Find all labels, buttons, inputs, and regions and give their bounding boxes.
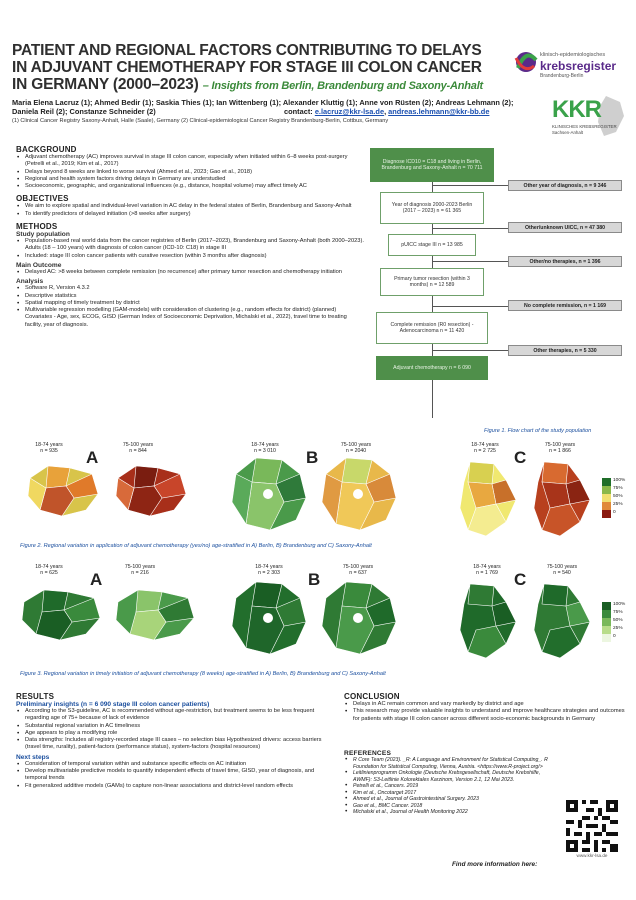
results-list <box>16 708 336 752</box>
fig2-legend-label: 25% <box>613 502 623 507</box>
methods-heading: METHODS <box>16 222 58 232</box>
fig3-legend-label: 50% <box>613 618 623 623</box>
references-list <box>344 757 550 816</box>
flow-exclusion-5: Other therapies, n = 5 330 <box>508 345 622 356</box>
conclusion-heading: CONCLUSION <box>344 692 400 701</box>
saxony-anhalt-shape-icon <box>598 96 624 136</box>
poster-title <box>12 42 500 95</box>
fig3-legend <box>602 602 630 642</box>
fig2-legend-label: 75% <box>613 486 623 491</box>
list-item: • Fit generalized additive models (GAMs) to capture non-linear associations and district-level random effects <box>16 783 336 790</box>
background-list <box>16 154 364 190</box>
figure3-caption: Figure 3. Regional variation in timely initiation of adjuvant chemotherapy (8 weeks) age-stratified in A) Berlin, B) Brandenburg and C) Saxony-Anhalt <box>20 671 386 677</box>
study-population-heading: Study population <box>16 231 70 239</box>
fig2-a-label-2: 75-100 years n = 844 <box>122 442 154 454</box>
contact-line: contact: e.lacruz@kkr-lsa.de, andreas.lehmann@kkr-bb.de <box>284 107 490 116</box>
list-item: • Software R, Version 4.3.2 <box>16 285 364 292</box>
left-column <box>16 145 364 329</box>
fig3-legend-label: 75% <box>613 610 623 615</box>
fig2-map-brandenburg-young <box>226 454 310 534</box>
fig3-map-berlin-old <box>110 584 200 646</box>
title-subtitle: – Insights from Berlin, Brandenburg and Saxony-Anhalt <box>202 80 484 92</box>
fig3-panel-letter-c: C <box>514 570 527 589</box>
logo2-text: KKR <box>552 96 601 123</box>
fig2-legend-label: 100% <box>613 478 626 483</box>
flow-box-5: Complete remission (R0 resection) - Adenocarcinoma n = 11 420 <box>376 312 488 344</box>
list-item: • Socioeconomic, geographic, and organizational influences (e.g., distance, hospital volume) may affect timely AC <box>16 183 364 190</box>
results-section <box>16 692 336 790</box>
fig3-map-brandenburg-old <box>316 578 400 658</box>
footer-url[interactable]: www.kkr-lsa.de <box>576 853 608 858</box>
next-steps-heading: Next steps <box>16 753 50 761</box>
list-item: • Gao et al., BMC Cancer. 2018 <box>344 803 550 810</box>
flow-box-2: Year of diagnosis 2000-2023 Berlin (2017 – 2023) n = 61 365 <box>380 192 484 224</box>
fig3-legend-label: 0 <box>613 634 616 639</box>
list-item: • Develop multivariable predictive models to quantify independent effects of travel time, GISD, year of diagnosis, and temporal trends <box>16 768 336 783</box>
fig3-panel-letter-b: B <box>308 570 321 589</box>
flow-exclusion-1: Other year of diagnosis, n = 9 346 <box>508 180 622 191</box>
list-item: • Multivariable regression modelling (GAM-models) with consideration of clustering (e.g., random effects for district) (planned) Covariates - Age, sex, ECOG, GISD (German Index of Socioeconomic Deprivation, Michalski et al., 2022), travel time to treating facility, year of diagnosis. <box>16 307 364 329</box>
flow-box-1: Diagnose ICD10 = C18 and living in Berlin, Brandenburg and Saxony-Anhalt n = 70 711 <box>370 148 494 182</box>
fig2-legend <box>602 478 630 518</box>
fig3-c-label-1: 18-74 years n = 1 769 <box>473 564 501 576</box>
next-steps-list <box>16 761 336 790</box>
fig3-map-berlin-young <box>16 584 106 646</box>
fig2-map-berlin-old <box>110 460 192 522</box>
fig3-legend-label: 100% <box>613 602 626 607</box>
list-item: • According to the S3-guideline, AC is recommended without age-restriction, but treatment seems to be less frequent regarding age of 75+ because of lack of evidence <box>16 708 336 723</box>
list-item: • Adjuvant chemotherapy (AC) improves survival in stage III colon cancer, especially when initiated within 6–8 weeks post-surgery (Petrelli et al., 2019; Kim et al., 2017) <box>16 154 364 169</box>
logo1-line3: Brandenburg-Berlin <box>540 73 584 79</box>
logo1-line1: klinisch-epidemiologisches <box>540 52 606 58</box>
list-item: • Consideration of temporal variation within and substance specific effects on AC initiation <box>16 761 336 768</box>
objectives-list <box>16 203 364 218</box>
flow-exclusion-3: Other/no therapies, n = 1 396 <box>508 256 622 267</box>
contact-email-2[interactable]: andreas.lehmann@kkr-bb.de <box>388 107 490 116</box>
fig3-a-label-2: 75-100 years n = 216 <box>124 564 156 576</box>
fig2-legend-label: 0 <box>613 510 616 515</box>
fig3-a-label-1: 18-74 years n = 625 <box>35 564 63 576</box>
list-item: • To identify predictors of delayed initiation (>8 weeks after surgery) <box>16 211 364 218</box>
fig3-map-saxony-anhalt-young <box>456 582 520 662</box>
list-item: • We aim to explore spatial and individual-level variation in AC delay in the federal states of Berlin, Brandenburg and Saxony-Anhalt <box>16 203 364 210</box>
list-item: • R Core Team (2023). _R: A Language and Environment for Statistical Computing_. R Foundation for Statistical Computing, Vienna, Austria. <https://www.R-project.org/> <box>344 757 550 770</box>
list-item: • Petrelli et al., Cancers. 2019 <box>344 783 550 790</box>
flowchart <box>366 142 626 442</box>
list-item: • Descriptive statistics <box>16 293 364 300</box>
fig3-b-label-2: 75-100 years n = 637 <box>342 564 374 576</box>
kkr-lsa-logo <box>546 92 628 144</box>
flow-exclusion-2: Other/unknown UICC, n = 47 380 <box>508 222 622 233</box>
footer-more-info: Find more information here: <box>452 861 538 868</box>
kkr-bb-logo <box>514 40 626 90</box>
fig3-b-label-1: 18-74 years n = 2 303 <box>255 564 283 576</box>
list-item: • This research may provide valuable insights to understand and improve healthcare strategies and outcomes for patients with stage III colon cancer across different socio-economic backgrounds in Germany <box>344 708 626 723</box>
contact-label: contact: <box>284 107 313 116</box>
logo1-line2: krebsregister <box>540 59 617 73</box>
fig2-b-label-1: 18-74 years n = 3 010 <box>251 442 279 454</box>
fig2-map-berlin-young <box>22 460 102 522</box>
affiliations: (1) Clinical Cancer Registry Saxony-Anhalt, Halle (Saale), Germany (2) Clinical-epidemiological Cancer Registry Brandenburg-Berlin, Cottbus, Germany <box>12 118 389 124</box>
qr-code-icon[interactable] <box>566 800 618 852</box>
logo2-line2: Sachsen-Anhalt <box>552 130 583 135</box>
fig2-legend-label: 50% <box>613 494 623 499</box>
fig2-map-saxony-anhalt-young <box>456 460 520 540</box>
title-main: PATIENT AND REGIONAL FACTORS CONTRIBUTING TO DELAYS IN ADJUVANT CHEMOTHERAPY FOR STAGE III COLON CANCER IN GERMANY (2000–2023) <box>12 42 482 93</box>
list-item: • Included: stage III colon cancer patients with curative resection (within 3 months after diagnosis) <box>16 253 364 260</box>
flow-box-3: pUICC stage III n = 13 985 <box>388 234 476 256</box>
fig2-b-label-2: 75-100 years n = 2040 <box>340 442 372 454</box>
list-item: • Spatial mapping of timely treatment by district <box>16 300 364 307</box>
list-item: • Delays in AC remain common and vary markedly by district and age <box>344 701 626 708</box>
analysis-list <box>16 285 364 329</box>
conclusion-list <box>344 701 626 723</box>
list-item: • Data strengths: Includes all registry-recorded stage III cases – no selection bias Hypothesized drivers: access barriers (travel time, rurality), patient-factors (performance status), system-factors (hospital resources) <box>16 737 336 752</box>
figure2 <box>10 440 630 548</box>
fig2-c-label-2: 75-100 years n = 1 866 <box>544 442 576 454</box>
list-item: • Population-based real world data from the cancer registries of Berlin (2017–2023), Brandenburg and Saxony-Anhalt (both 2000–2023). Adults (18 – 100 years) with diagnosis of colon cancer (ICD-10: C18) in stage III <box>16 238 364 253</box>
figure1-caption: Figure 1. Flow chart of the study population <box>484 428 592 434</box>
list-item: • Michalski et al., Journal of Health Monitoring 2022 <box>344 809 550 816</box>
list-item: • Kim et al., Oncotarget 2017 <box>344 790 550 797</box>
flow-exclusion-4: No complete remission, n = 1 169 <box>508 300 622 311</box>
background-heading: BACKGROUND <box>16 145 77 154</box>
fig3-map-saxony-anhalt-old <box>530 582 594 662</box>
flow-box-6: Adjuvant chemotherapy n = 6 090 <box>376 356 488 380</box>
main-outcome-list <box>16 269 364 276</box>
references-section <box>344 750 550 816</box>
fig2-panel-letter-a: A <box>86 448 99 467</box>
list-item: • Delayed AC: >8 weeks between complete remission (no recurrence) after primary tumor resection and chemotherapy initiation <box>16 269 364 276</box>
main-outcome-heading: Main Outcome <box>16 261 62 269</box>
figure2-caption: Figure 2. Regional variation in application of adjuvant chemotherapy (yes/no) age-stratified in A) Berlin, B) Brandenburg and C) Saxony-Anhalt <box>20 543 372 549</box>
results-prelim-heading: Preliminary insights (n = 6 090 stage III colon cancer patients) <box>16 701 210 708</box>
author-list <box>12 98 532 116</box>
fig3-legend-label: 25% <box>613 626 623 631</box>
fig2-map-saxony-anhalt-old <box>530 460 594 540</box>
fig3-panel-letter-a: A <box>90 570 103 589</box>
fig3-map-brandenburg-young <box>226 578 310 658</box>
list-item: • Age appears to play a modifying role <box>16 730 336 737</box>
list-item: • Delays beyond 8 weeks are linked to worse survival (Ahmed et al., 2023; Gao et al., 2018) <box>16 169 364 176</box>
conclusion-section <box>344 692 626 723</box>
fig2-a-label-1: 18-74 years n = 935 <box>35 442 63 454</box>
study-population-list <box>16 238 364 260</box>
fig2-map-brandenburg-old <box>316 454 400 534</box>
list-item: • Leitlinienprogramm Onkologie (Deutsche Krebsgesellschaft, Deutsche Krebshilfe, AWMF): S3-Leitlinie Kolorektales Karzinom, Version 2.1, 12 Mai 2023. <box>344 770 550 783</box>
fig2-panel-letter-c: C <box>514 448 527 467</box>
flow-box-4: Primary tumor resection (within 3 months) n = 12 589 <box>380 268 484 296</box>
logo2-line1: KLINISCHES KREBSREGISTER <box>552 124 617 129</box>
contact-email-1[interactable]: e.lacruz@kkr-lsa.de <box>314 107 385 116</box>
list-item: • Ahmed et al., Journal of Gastrointestinal Surgery. 2023 <box>344 796 550 803</box>
list-item: • Substantial regional variation in AC timeliness <box>16 723 336 730</box>
authors-text: Maria Elena Lacruz (1); Ahmed Bedir (1); Saskia Thies (1); Ian Wittenberg (1); Alexander Kluttig (1); Anne von Rüsten (2); Andreas Lehmann (2); Daniela Reil (2); Constanze Schneider (2) <box>12 98 514 116</box>
list-item: • Regional and health system factors driving delays in Germany are understudied <box>16 176 364 183</box>
fig2-c-label-1: 18-74 years n = 2 725 <box>471 442 499 454</box>
analysis-heading: Analysis <box>16 278 44 286</box>
fig2-panel-letter-b: B <box>306 448 319 467</box>
figure3 <box>10 562 630 670</box>
objectives-heading: OBJECTIVES <box>16 194 69 204</box>
fig3-c-label-2: 75-100 years n = 540 <box>546 564 578 576</box>
results-heading: RESULTS <box>16 692 55 701</box>
references-heading: REFERENCES <box>344 750 392 757</box>
